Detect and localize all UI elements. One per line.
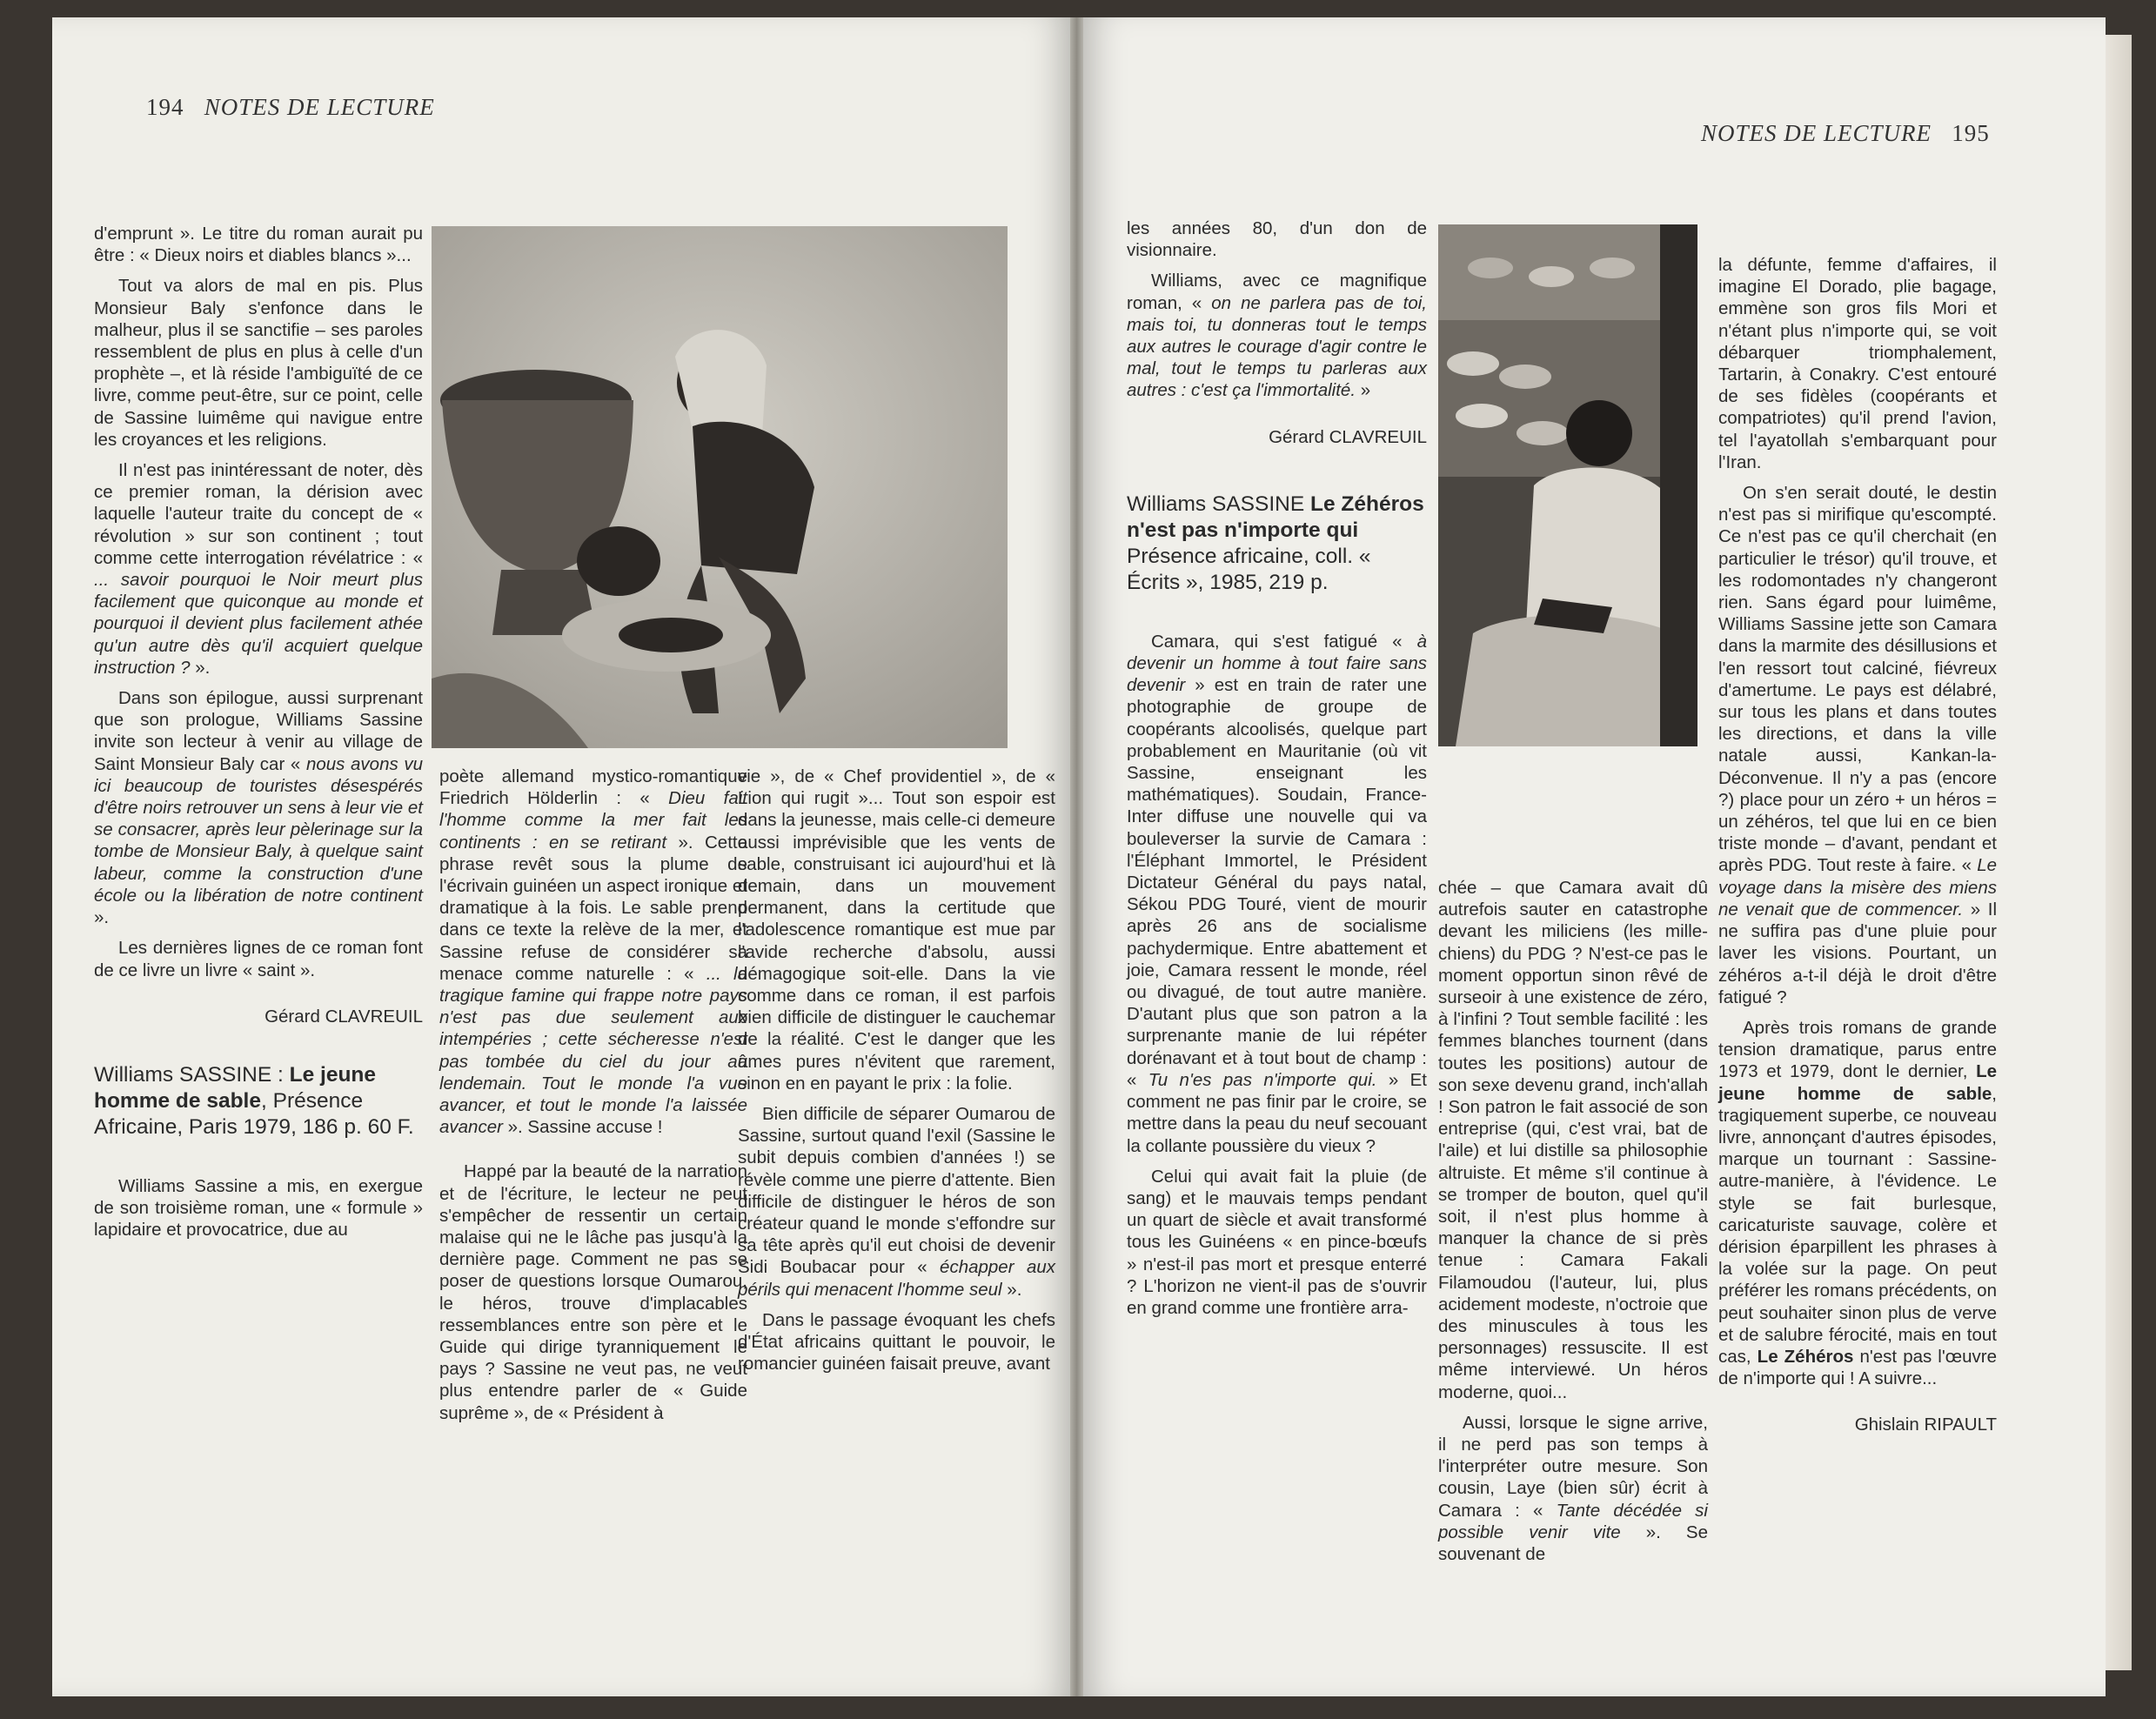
text-column-3 [1718,254,1997,1471]
paragraph: Tout va alors de mal en pis. Plus Monsieur Baly s'enfonce dans le malheur, plus il se sanctifie – ses paroles ressemblent de plus en plus à celle d'un prophète –, et là réside l'ambiguïté de ce livre, comme peut-être, sur ce point, celle de Sassine luimême qui navigue entre les croyances et les religions. [94,276,423,450]
paragraph: Happé par la beauté de la narration et de l'écriture, le lecteur ne peut s'empêcher de ressentir un certain malaise qui ne le lâche pas jusqu'à la dernière page. Comment ne pas se poser de questions lorsque Oumarou, le héros, trouve d'implacables ressemblances entre son père et le Guide qui dirige tyranniquement le pays ? Sassine ne veut pas, ne veut plus entendre parler de « Guide suprême », de « Président à [439,1161,747,1423]
text-column-1 [1127,217,1427,1328]
running-header-right [1701,120,1990,147]
text-column-2 [1438,877,1708,1574]
page-edges [2106,35,2132,1670]
signature: Gérard CLAVREUIL [1269,426,1427,447]
photo-man-with-shoes [1438,224,1697,746]
paragraph: Dans son épilogue, aussi surprenant que son prologue, Williams Sassine invite son lecteur à venir au village de Saint Monsieur Baly car « nous avons vu ici beaucoup de touristes désespérés d'être noirs retrouver un sens à leur vie et se consacrer, après leur pèlerinage sur la tombe de Monsieur Baly, à quelque saint labeur, comme la construction d'une école ou la libération de notre continent ». [94,688,423,928]
paragraph: Il n'est pas inintéressant de noter, dès ce premier roman, la dérision avec laquelle l'auteur traite du concept de « révolution » sur son continent ; tout comme cette interrogation révélatrice : « ... savoir pourquoi le Noir meurt plus facilement que quiconque au monde et pourquoi il devient plus facilement athée qu'un autre dès qu'il acquiert quelque instruction ? ». [94,460,423,678]
paragraph: la défunte, femme d'affaires, il imagine El Dorado, plie bagage, emmène son gros fils Mori et n'étant plus n'importe qui, se voit débarquer triomphalement, Tartarin, à Conakry. C'est entouré de ses fidèles (coopérants et compatriotes) qu'il prend l'avion, tel l'ayatollah s'embarquant pour l'Iran. [1718,255,1997,472]
paragraph: Williams Sassine a mis, en exergue de son troisième roman, une « formule » lapidaire et provocatrice, due au [94,1175,423,1241]
paragraph: Camara, qui s'est fatigué « à devenir un homme à tout faire sans devenir » est en train de rater une photographie de groupe de coopérants alcoolisés, quelque part probablement en Mauritanie (où vit Sassine, enseignant les mathématiques). Soudain, France-Inter diffuse une nouvelle qui va bouleverser la survie de Camara : l'Éléphant Immortel, le Président Dictateur Général du pays natal, Sékou PDG Touré, vient de mourir après 26 ans de socialisme pachydermique. Entre abattement et joie, Camara ressent le monde, réel ou divagué, de tout autre manière. D'autant plus que son patron a la surprenante manie de lui répéter dorénavant et à tout bout de champ : « Tu n'es pas n'importe qui. » Et comment ne pas finir par le croire, se mettre dans la peau du neuf secouant la collante poussière du vieux ? [1127,631,1427,1156]
paragraph: Williams, avec ce magnifique roman, « on ne parlera pas de toi, mais toi, tu donneras tout le temps aux autres le courage d'agir contre le mal, tout le temps tu parleras aux autres : c'est ça l'immortalité. » [1127,271,1427,401]
text-column-3 [738,766,1055,1383]
paragraph: vie », de « Chef providentiel », de « Lion qui rugit »... Tout son espoir est dans la jeunesse, mais celle-ci demeure aussi imprévisible que les vents de sable, construisant ici aujourd'hui et là demain, dans un mouvement permanent, dans la certitude que l'adolescence romantique est mue par l'avide recherche d'absolu, aussi démagogique soit-elle. Dans la vie comme dans ce roman, il est parfois bien difficile de distinguer le cauchemar de la réalité. C'est le danger que les âmes pures n'évitent que rarement, sinon en en payant le prix : la folie. [738,766,1055,1094]
photo-child-with-pot [432,226,1008,748]
photo-child-with-pot-graphic [432,226,1008,748]
paragraph: On s'en serait douté, le destin n'est pas si mirifique qu'escompté. Ce n'est pas ce qu'il cherchait (en particulier le trésor) qu'il trouve, et les rodomontades n'y changeront rien. Sans égard pour luimême, Williams Sassine jette son Camara dans la marmite des désillusions et l'en ressort tout calciné, fiévreux d'amertume. Le pays est délabré, sur tous les plans et dans toutes les directions, et dans la ville natale aussi, Kankan-la-Déconvenue. Il n'y a pas (encore ?) place pour un zéro + un héros = un zéhéros, tel que lui en ce bien triste monde – d'avant, pendant et après PDG. Tout reste à faire. « Le voyage dans la misère des miens ne venait que de commencer. » Il ne suffira pas d'une pluie pour laver les visions. Pourtant, un zéhéros a-t-il déjà le droit d'être fatigué ? [1718,483,1997,1007]
paragraph: les années 80, d'un don de visionnaire. [1127,218,1427,261]
paragraph: Aussi, lorsque le signe arrive, il ne perd pas son temps à l'interpréter outre mesure. Son cousin, Laye (bien sûr) écrit à Camara : « Tante décédée si possible venir vite ». Se souvenant de [1438,1412,1708,1565]
photo-man-with-shoes-graphic [1438,224,1697,746]
right-page [1083,17,2106,1696]
signature: Ghislain RIPAULT [1854,1415,1997,1435]
section-title: NOTES DE LECTURE [204,94,435,120]
section-title: NOTES DE LECTURE [1701,120,1932,146]
page-number: 194 [146,94,184,120]
paragraph: Bien difficile de séparer Oumarou de Sassine, surtout quand l'exil (Sassine le subit depuis combien d'années !) se révèle comme une pierre d'attente. Bien difficile de distinguer le héros de son créateur quand le monde s'effondre sur sa tête après qu'il eut choisi de devenir Sidi Boubacar pour « échapper aux périls qui menacent l'homme seul ». [738,1104,1055,1300]
paragraph: Celui qui avait fait la pluie (de sang) et le mauvais temps pendant un quart de siècle et avait transformé tous les Guinéens « en pince-bœufs » n'est-il pas mort et presque enterré ? L'horizon ne vient-il pas de s'ouvrir en grand comme une frontière arra- [1127,1166,1427,1318]
text-column-2 [439,766,747,1433]
page-number: 195 [1952,120,1990,146]
paragraph: chée – que Camara avait dû autrefois sauter en catastrophe devant les miliciens (les mille-chiens) du PDG ? N'est-ce pas le moment opportun sinon rêvé de surseoir à une existence de zéro, à l'infini ? Tout semble facilité : les femmes blanches tournent (dans toutes les positions) autour de son sexe devenu grand, inch'allah ! Son patron le fait associé de son entreprise (qui, c'est vrai, bat de l'aile) et lui distille sa philosophie altruiste. Et même s'il continue à se tromper de bouton, quel qu'il soit, il n'est plus homme à manquer la chance de si près tenue : Camara Fakali Filamoudou (l'auteur, lui, plus acidement modeste, n'octroie que des minuscules à tous les personnages) ressuscite. Il est même interviewé. Un héros moderne, quoi... [1438,878,1708,1402]
paragraph: Dans le passage évoquant les chefs d'État africains quittant le pouvoir, le romancier guinéen faisait preuve, avant [738,1309,1055,1375]
book-heading: Williams SASSINE Le Zéhéros n'est pas n'importe qui Présence africaine, coll. « Écrits », 1985, 219 p. [1127,492,1424,594]
book-heading: Williams SASSINE : Le jeune homme de sable, Présence Africaine, Paris 1979, 186 p. 60 F. [94,1062,414,1139]
running-header-left [146,94,435,121]
left-page [52,17,1070,1696]
paragraph: poète allemand mystico-romantique Friedrich Hölderlin : « Dieu fait l'homme comme la mer fait les continents : en se retirant ». Cette phrase revêt sous la plume de l'écrivain guinéen un aspect ironique et dramatique à la fois. Le sable prend dans ce texte la relève de la mer, et Sassine refuse de considérer sa menace comme naturelle : « ... la tragique famine qui frappe notre pays n'est pas due seulement aux intempéries ; cette sécheresse n'est pas tombée du ciel du jour au lendemain. Tout le monde l'a vue avancer, et tout le monde l'a laissée avancer ». Sassine accuse ! [439,766,747,1138]
paragraph: Après trois romans de grande tension dramatique, parus entre 1973 et 1979, dont le dernier, Le jeune homme de sable, tragiquement superbe, ce nouveau livre, annonçant d'autres épisodes, marque un tournant : Sassine-autre-manière, à l'évidence. Le style se fait burlesque, caricaturiste sauvage, colère et dérision éparpillent les phrases à la volée sur la page. On peut préférer les romans précédents, on peut souhaiter sinon plus de verve et de salubre férocité, mais en tout cas, Le Zéhéros n'est pas l'œuvre de n'importe qui ! A suivre... [1718,1017,1997,1389]
signature: Gérard CLAVREUIL [264,1006,423,1027]
paragraph: Les dernières lignes de ce roman font de ce livre un livre « saint ». [94,938,423,980]
text-column-1 [94,223,423,1250]
paragraph: d'emprunt ». Le titre du roman aurait pu être : « Dieux noirs et diables blancs »... [94,224,423,266]
